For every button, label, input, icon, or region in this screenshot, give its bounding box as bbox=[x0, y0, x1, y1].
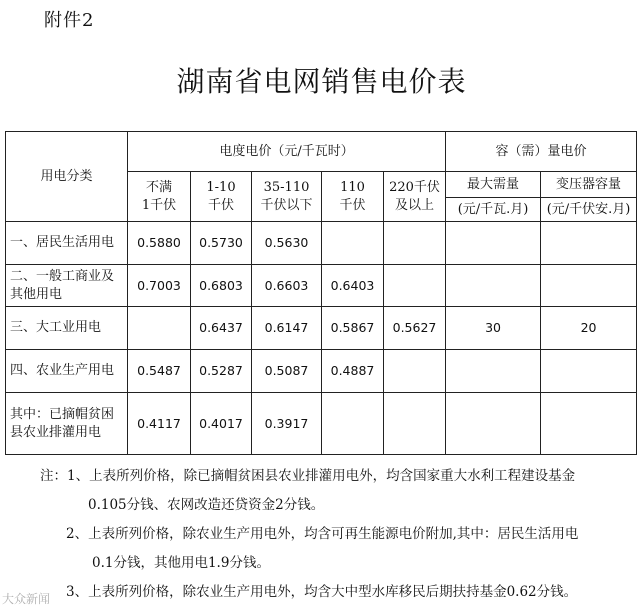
table-row bbox=[6, 265, 637, 307]
note-line: 注：1、上表所列价格，除已摘帽贫困县农业排灌用电外，均含国家重大水利工程建设基金 bbox=[40, 468, 576, 484]
category-header: 用电分类 bbox=[6, 132, 128, 222]
table-cell bbox=[446, 350, 541, 393]
page-title: 湖南省电网销售电价表 bbox=[176, 65, 467, 98]
table-cell: 0.6403 bbox=[322, 265, 384, 307]
table-cell: 0.7003 bbox=[128, 265, 191, 307]
table-cell: 0.5087 bbox=[252, 350, 322, 393]
transformer-capacity-unit: (元/千伏安.月) bbox=[541, 198, 637, 222]
table-cell: 0.5730 bbox=[191, 222, 252, 265]
table-row bbox=[6, 393, 637, 455]
row-label: 二、一般工商业及其他用电 bbox=[6, 265, 128, 307]
row-label: 其中：已摘帽贫困县农业排灌用电 bbox=[6, 393, 128, 455]
table-cell bbox=[322, 393, 384, 455]
table-cell: 0.5880 bbox=[128, 222, 191, 265]
max-demand-header: 最大需量 bbox=[446, 172, 541, 198]
table-cell bbox=[128, 307, 191, 350]
table-cell: 0.3917 bbox=[252, 393, 322, 455]
table-row bbox=[6, 222, 637, 265]
max-demand-unit: (元/千瓦.月) bbox=[446, 198, 541, 222]
table-cell bbox=[384, 265, 446, 307]
table-cell bbox=[446, 222, 541, 265]
table-cell: 0.4887 bbox=[322, 350, 384, 393]
table-cell: 0.6437 bbox=[191, 307, 252, 350]
table-cell bbox=[384, 393, 446, 455]
table-row bbox=[6, 307, 637, 350]
row-label: 一、居民生活用电 bbox=[6, 222, 128, 265]
table-cell: 20 bbox=[541, 307, 637, 350]
table-cell bbox=[384, 350, 446, 393]
row-label: 四、农业生产用电 bbox=[6, 350, 128, 393]
table-cell bbox=[322, 222, 384, 265]
table-cell bbox=[541, 265, 637, 307]
table-cell: 0.5287 bbox=[191, 350, 252, 393]
notes bbox=[40, 462, 640, 607]
transformer-capacity-header: 变压器容量 bbox=[541, 172, 637, 198]
table-cell: 0.5487 bbox=[128, 350, 191, 393]
capacity-price-header: 容（需）量电价 bbox=[446, 132, 637, 172]
table-cell: 0.6147 bbox=[252, 307, 322, 350]
energy-price-header: 电度电价（元/千瓦时） bbox=[128, 132, 446, 172]
row-label: 三、大工业用电 bbox=[6, 307, 128, 350]
note-line: 3、上表所列价格，除农业生产用电外，均含大中型水库移民后期扶持基金0.62分钱。 bbox=[66, 584, 578, 600]
table-cell bbox=[541, 350, 637, 393]
table-cell: 0.6803 bbox=[191, 265, 252, 307]
table-cell: 30 bbox=[446, 307, 541, 350]
voltage-header-2: 1-10 千伏 bbox=[191, 172, 252, 222]
table-cell: 0.5627 bbox=[384, 307, 446, 350]
attachment-label: 附件2 bbox=[44, 10, 95, 31]
note-line: 0.105分钱、农网改造还贷资金2分钱。 bbox=[88, 497, 325, 513]
voltage-header-4: 110 千伏 bbox=[322, 172, 384, 222]
table-cell bbox=[541, 393, 637, 455]
table-cell: 0.5630 bbox=[252, 222, 322, 265]
note-line: 2、上表所列价格，除农业生产用电外，均含可再生能源电价附加,其中：居民生活用电 bbox=[66, 526, 579, 542]
table-cell bbox=[384, 222, 446, 265]
table-cell bbox=[446, 393, 541, 455]
voltage-header-3: 35-110 千伏以下 bbox=[252, 172, 322, 222]
watermark: 大众新闻 bbox=[2, 592, 51, 606]
table-cell: 0.6603 bbox=[252, 265, 322, 307]
table-cell bbox=[541, 222, 637, 265]
table-row bbox=[6, 350, 637, 393]
note-line: 0.1分钱，其他用电1.9分钱。 bbox=[92, 555, 270, 571]
table-cell bbox=[446, 265, 541, 307]
table-cell: 0.4017 bbox=[191, 393, 252, 455]
table-cell: 0.5867 bbox=[322, 307, 384, 350]
voltage-header-5: 220千伏 及以上 bbox=[384, 172, 446, 222]
voltage-header-1: 不满 1千伏 bbox=[128, 172, 191, 222]
table-cell: 0.4117 bbox=[128, 393, 191, 455]
price-table bbox=[5, 131, 637, 455]
